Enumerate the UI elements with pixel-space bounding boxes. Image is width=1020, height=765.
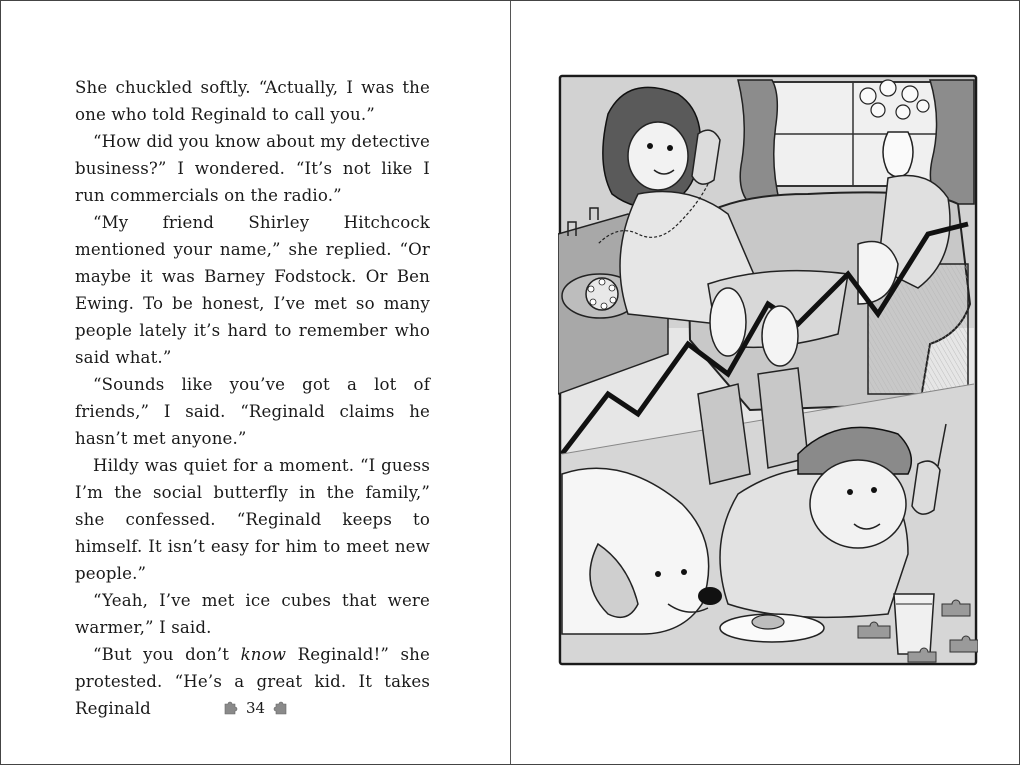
emphasis-know: know — [240, 645, 287, 664]
paragraph-2: “How did you know about my detective business?” I wondered. “It’s not like I run commercials on the radio.” — [75, 132, 430, 205]
illustration-girl-on-phone-boy-with-dog-icon — [558, 74, 978, 666]
left-page — [1, 1, 510, 764]
puzzle-piece-icon-left — [222, 701, 238, 715]
page-footer — [1, 699, 510, 717]
body-text — [75, 74, 430, 722]
right-page — [511, 1, 1019, 764]
puzzle-piece-icon-right — [273, 701, 289, 715]
paragraph-5: Hildy was quiet for a moment. “I guess I’m the social butterfly in the family,” she confessed. “Reginald keeps to himself. It isn’t easy for him to meet new people.” — [75, 456, 430, 583]
paragraph-7-end: Reginald!” she protested. “He’s a great kid. It takes Reginald — [75, 645, 430, 718]
paragraph-3: “My friend Shirley Hitchcock mentioned your name,” she replied. “Or maybe it was Barney Fodstock. Or Ben Ewing. To be honest, I’ve met so many people lately it’s hard to remember who said what.” — [75, 213, 430, 367]
paragraph-7-start: “But you don’t — [93, 645, 241, 664]
paragraph-4: “Sounds like you’ve got a lot of friends,” I said. “Reginald claims he hasn’t met anyone.” — [75, 375, 430, 448]
paragraph-1: She chuckled softly. “Actually, I was the one who told Reginald to call you.” — [75, 78, 430, 124]
paragraph-6: “Yeah, I’ve met ice cubes that were warmer,” I said. — [75, 591, 430, 637]
page-number: 34 — [245, 699, 266, 717]
